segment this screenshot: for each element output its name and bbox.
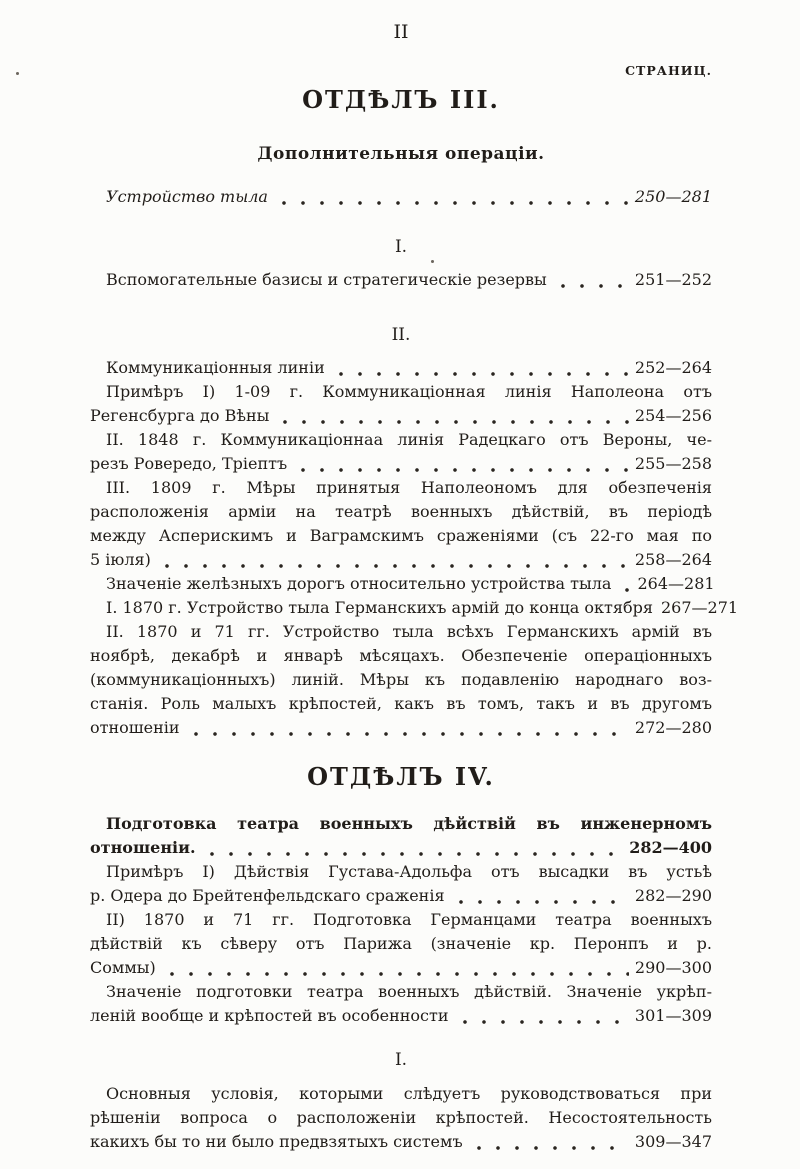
scan-speck (16, 72, 19, 75)
page-range: 282—290 (634, 886, 712, 905)
page-range: 267—271 (660, 598, 739, 617)
toc-entry-line (90, 956, 712, 980)
page-range: 282—400 (629, 838, 712, 857)
toc-entry-line (90, 185, 712, 209)
page-range: 251—252 (634, 270, 712, 289)
toc-entry-line: II. 1870 и 71 гг. Устройство тыла всѣхъ Германскихъ армій въ (106, 622, 712, 641)
dot-leader (164, 956, 629, 980)
page-range: 301—309 (634, 1006, 712, 1025)
part-heading: II. (391, 325, 411, 345)
toc-entry-line: дѣйствій къ сѣверу отъ Парижа (значеніе кр. Перонпъ и р. (90, 934, 712, 953)
toc-entry-line: Значеніе подготовки театра военныхъ дѣйствій. Значеніе укрѣп- (106, 982, 712, 1001)
page-range: 264—281 (637, 574, 715, 593)
dot-leader (457, 1004, 629, 1028)
page-range: 250—281 (634, 187, 712, 206)
toc-entry-line: III. 1809 г. Мѣры принятыя Наполеономъ для обезпеченія (106, 478, 712, 497)
page-range: 255—258 (634, 454, 712, 473)
dot-leader (159, 548, 629, 572)
toc-entry-line (90, 548, 712, 572)
page-range: 254—256 (634, 406, 712, 425)
toc-entry-line: между Асперискимъ и Ваграмскимъ сраженіями (съ 22-го мая по (90, 526, 712, 545)
dot-leader (295, 452, 629, 476)
toc-entry-line (90, 268, 712, 292)
toc-entry-line: Примѣръ I) Дѣйствія Густава-Адольфа отъ высадки въ устьѣ (106, 862, 712, 881)
dot-leader (188, 716, 629, 740)
dot-leader (555, 268, 629, 292)
toc-entry-line: Подготовка театра военныхъ дѣйствій въ инженерномъ (106, 814, 712, 833)
entry-text: I. 1870 г. Устройство тыла Германскихъ армій до конца октября (106, 598, 653, 617)
dot-leader (619, 572, 631, 596)
section-subtitle: Дополнительныя операціи. (257, 144, 545, 164)
entry-text: Вспомогательные базисы и стратегическіе резервы (106, 270, 547, 289)
dot-leader (204, 836, 624, 860)
toc-entries-group (90, 356, 739, 740)
toc-entry-line (90, 452, 712, 476)
entry-text: Коммуникаціонныя линіи (106, 358, 325, 377)
section-heading-4: ОТДѢЛЪ IV. (307, 762, 495, 791)
entry-text: леній вообще и крѣпостей въ особенности (90, 1006, 449, 1025)
toc-entries-group (90, 812, 712, 1028)
entry-text: отношеніи (90, 718, 180, 737)
toc-entry-line: рѣшеніи вопроса о расположеніи крѣпостей. Несостоятельность (90, 1108, 712, 1127)
entry-text: резъ Ровередо, Тріептъ (90, 454, 288, 473)
toc-entry-line: II) 1870 и 71 гг. Подготовка Германцами театра военныхъ (106, 910, 712, 929)
toc-entry-line: ноябрѣ, декабрѣ и январѣ мѣсяцахъ. Обезпеченіе операціонныхъ (90, 646, 712, 665)
toc-entry-line: Примѣръ I) 1-09 г. Коммуникаціонная линія Наполеона отъ (106, 382, 712, 401)
entry-text: Значеніе желѣзныхъ дорогъ относительно устройства тыла (106, 574, 612, 593)
toc-entry-line (90, 572, 715, 596)
part-heading: I. (394, 237, 408, 257)
toc-entry-line: II. 1848 г. Коммуникаціоннаа линія Радецкаго отъ Вероны, че- (106, 430, 712, 449)
page-range: 258—264 (634, 550, 712, 569)
dot-leader (471, 1130, 629, 1154)
toc-entry-line: (коммуникаціонныхъ) линій. Мѣры къ подавленію народнаго воз- (90, 670, 712, 689)
entry-text: Соммы) (90, 958, 156, 977)
dot-leader (276, 185, 629, 209)
entry-text: отношеніи. (90, 838, 196, 857)
entry-text: р. Одера до Брейтенфельдскаго сраженія (90, 886, 445, 905)
toc-entry-line: Основныя условія, которыми слѣдуетъ руководствоваться при (106, 1084, 712, 1103)
page-range: 290—300 (634, 958, 712, 977)
toc-entry-line (90, 404, 712, 428)
section-heading-3: ОТДѢЛЪ III. (302, 85, 500, 114)
toc-entry-line (90, 596, 739, 620)
scan-speck (431, 260, 434, 263)
toc-entry-line (90, 716, 712, 740)
toc-entry-line (90, 836, 712, 860)
entry-text: какихъ бы то ни было предвзятыхъ системъ (90, 1132, 463, 1151)
entry-text: Устройство тыла (106, 187, 268, 206)
page-range: 272—280 (634, 718, 712, 737)
toc-entries-group (90, 1082, 712, 1154)
page-folio: II (393, 21, 409, 43)
dot-leader (333, 356, 629, 380)
part-heading: I. (394, 1050, 408, 1070)
entry-text: 5 іюля) (90, 550, 151, 569)
page-range: 252—264 (634, 358, 712, 377)
toc-entry-line (90, 1004, 712, 1028)
toc-entry-line (90, 1130, 712, 1154)
page-range: 309—347 (634, 1132, 712, 1151)
toc-entry-line (90, 356, 712, 380)
toc-entry-line (90, 884, 712, 908)
pages-column-header: СТРАНИЦ. (625, 63, 712, 78)
toc-entry-line: расположенія арміи на театрѣ военныхъ дѣйствій, въ періодѣ (90, 502, 712, 521)
dot-leader (277, 404, 629, 428)
toc-entry-line: станія. Роль малыхъ крѣпостей, какъ въ томъ, такъ и въ другомъ (90, 694, 712, 713)
dot-leader (453, 884, 629, 908)
entry-text: Регенсбурга до Вѣны (90, 406, 270, 425)
